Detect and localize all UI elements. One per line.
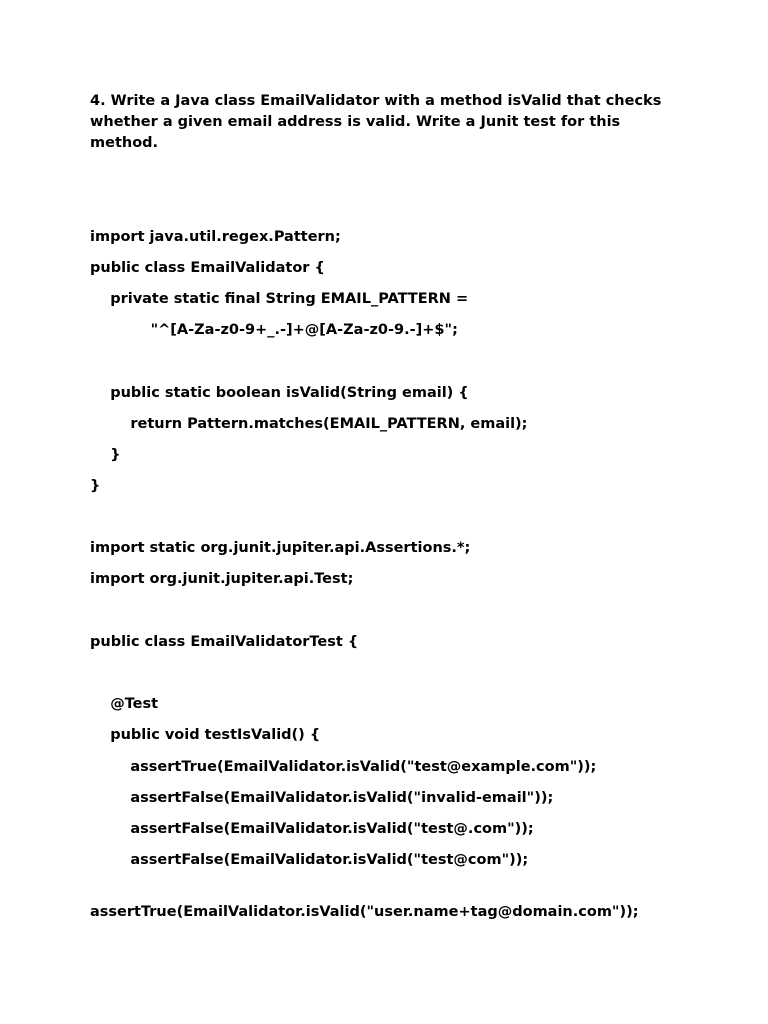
- code-line: assertFalse(EmailValidator.isValid("test@com"));: [90, 852, 529, 868]
- code-line: return Pattern.matches(EMAIL_PATTERN, email);: [90, 416, 528, 432]
- code-line: public class EmailValidator {: [90, 260, 325, 276]
- code-line: assertFalse(EmailValidator.isValid("test@.com"));: [90, 821, 534, 837]
- code-line: assertTrue(EmailValidator.isValid("user.name+tag@domain.com"));: [90, 904, 639, 920]
- code-line: }: [90, 447, 121, 463]
- code-line: import static org.junit.jupiter.api.Assertions.*;: [90, 540, 471, 556]
- code-line: assertFalse(EmailValidator.isValid("invalid-email"));: [90, 790, 554, 806]
- code-line: }: [90, 478, 101, 494]
- code-line: private static final String EMAIL_PATTERN =: [90, 291, 469, 307]
- code-line: "^[A-Za-z0-9+_.-]+@[A-Za-z0-9.-]+$";: [90, 322, 458, 338]
- code-line: assertTrue(EmailValidator.isValid("test@example.com"));: [90, 759, 597, 775]
- code-line: import java.util.regex.Pattern;: [90, 229, 341, 245]
- code-line: import org.junit.jupiter.api.Test;: [90, 571, 354, 587]
- code-line: public static boolean isValid(String email) {: [90, 385, 469, 401]
- code-line: public class EmailValidatorTest {: [90, 634, 359, 650]
- code-line: public void testIsValid() {: [90, 727, 321, 743]
- question-text: 4. Write a Java class EmailValidator with a method isValid that checks whether a given email address is valid. Write a Junit test for this method.: [90, 93, 662, 151]
- code-line: @Test: [90, 696, 159, 712]
